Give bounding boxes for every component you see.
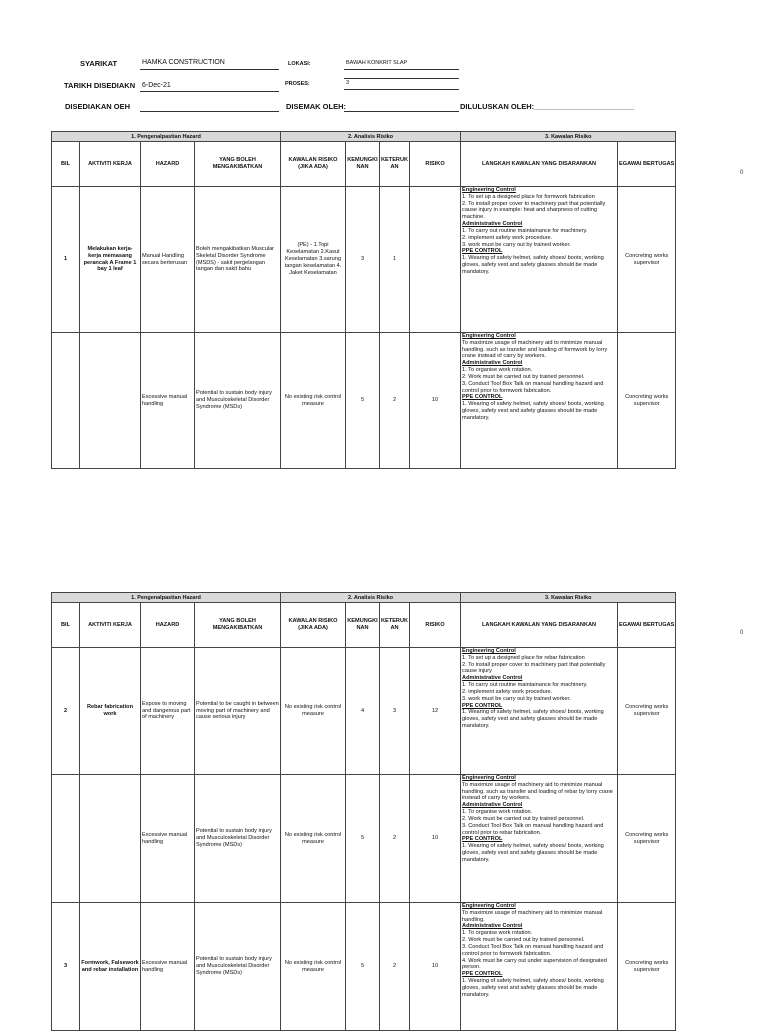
control-line: 2. implement safety work procedure. xyxy=(462,688,553,695)
side-mark-2: 0 xyxy=(740,630,744,636)
cell-risiko: 10 xyxy=(410,333,461,469)
cell-aktiviti xyxy=(80,775,141,903)
cell-hazard: Excessive manual handling xyxy=(141,903,195,1031)
cell-bil: 1 xyxy=(52,187,80,333)
cell-langkah-kawalan xyxy=(461,333,618,469)
cell-aktiviti xyxy=(80,333,141,469)
control-line: 3. work must be carry out by trained worker. xyxy=(462,695,571,702)
cell-kawalan: No existing risk control measure xyxy=(281,775,346,903)
control-heading: Engineering Control xyxy=(462,775,516,781)
section-hazard-identification: 1. Pengenalpastian Hazard xyxy=(52,593,281,603)
col-hazard: HAZARD xyxy=(141,142,195,187)
col-risiko: RISIKO xyxy=(410,142,461,187)
lokasi-value: BAWAH KONKRIT SLAP xyxy=(346,60,408,66)
table-row xyxy=(52,775,676,903)
control-heading: Administrative Control xyxy=(462,360,523,367)
tarikh-value: 6-Dec-21 xyxy=(142,82,171,89)
cell-keterukan: 2 xyxy=(380,775,410,903)
col-keterukan: KETERUK AN xyxy=(380,142,410,187)
cell-langkah-kawalan xyxy=(461,648,618,775)
cell-bil xyxy=(52,333,80,469)
col-keterukan: KETERUK AN xyxy=(380,603,410,648)
cell-pegawai: Concreting works supervisor xyxy=(618,187,676,333)
control-line: To maximize usage of machinery aid to minimize manual handling. such as transfer and loading of formwork by lorry crane instead of carry by workers. xyxy=(462,339,608,360)
control-line: 2. Work must be carried out by trained personnel. xyxy=(462,373,585,380)
control-line: 1. To organise work rotation. xyxy=(462,809,533,816)
table-row xyxy=(52,903,676,1031)
control-heading: Engineering Control xyxy=(462,187,516,193)
control-heading: Administrative Control xyxy=(462,802,523,809)
lokasi-underline-2 xyxy=(344,78,459,79)
table-row xyxy=(52,187,676,333)
cell-kemungkinan: 4 xyxy=(346,648,380,775)
control-line: 1. To set up a designed place for rebar fabrication xyxy=(462,654,585,661)
control-heading: PPE CONTROL xyxy=(462,702,503,709)
col-akibat: YANG BOLEH MENGAKIBATKAN xyxy=(195,142,281,187)
cell-bil: 2 xyxy=(52,648,80,775)
cell-risiko xyxy=(410,187,461,333)
cell-pegawai: Concreting works supervisor xyxy=(618,775,676,903)
cell-hazard: Manual Handling secara berterusan xyxy=(141,187,195,333)
lokasi-label: LOKASI: xyxy=(288,61,311,67)
control-heading: Administrative Control xyxy=(462,221,523,228)
control-heading: Engineering Control xyxy=(462,333,516,339)
diluluskan-label: DILULUSKAN OLEH:________________________ xyxy=(460,102,635,111)
cell-aktiviti: Rebar fabrication work xyxy=(80,648,141,775)
cell-keterukan: 2 xyxy=(380,333,410,469)
control-heading: Administrative Control xyxy=(462,675,523,682)
risk-table-1 xyxy=(51,131,676,469)
cell-kawalan: No existing risk control measure xyxy=(281,903,346,1031)
disediakan-underline xyxy=(140,111,279,112)
col-kemungkinan: KEMUNGKI NAN xyxy=(346,603,380,648)
control-line: To maximize usage of machinery aid to minimize manual handling. such as transfer and loading of rebar by lorry crane instead of carry by workers. xyxy=(462,781,613,802)
syarikat-value: HAMKA CONSTRUCTION xyxy=(142,59,225,66)
col-aktiviti: AKTIVITI KERJA xyxy=(80,603,141,648)
section-risk-control: 3. Kawalan Risiko xyxy=(461,593,676,603)
cell-aktiviti: Formwork, Falsework and rebar installation xyxy=(80,903,141,1031)
cell-keterukan: 3 xyxy=(380,648,410,775)
section-risk-analysis: 2. Analisis Risiko xyxy=(281,593,461,603)
control-line: 3. Conduct Tool Box Talk on manual handling hazard and control prior to formwork fabrication. xyxy=(462,943,604,957)
cell-langkah-kawalan xyxy=(461,775,618,903)
control-heading: PPE CONTROL xyxy=(462,394,503,401)
col-kawalan: KAWALAN RISIKO (JIKA ADA) xyxy=(281,142,346,187)
cell-akibat: Boleh mengakibatkan Muscular Skeletal Disorder Syndrome (MSDS) - sakit pergelangan tangan dan sakit bahu xyxy=(195,187,281,333)
side-mark-1: 0 xyxy=(740,170,744,176)
control-heading: Administrative Control xyxy=(462,923,523,930)
col-kawalan: KAWALAN RISIKO (JIKA ADA) xyxy=(281,603,346,648)
risk-table-2 xyxy=(51,592,676,1031)
cell-pegawai: Concreting works supervisor xyxy=(618,333,676,469)
control-line: 1. Wearing of safety helmet, safety shoes/ boots, working gloves, safety vest and safety glasses should be made mandatory. xyxy=(462,401,604,421)
cell-kemungkinan: 3 xyxy=(346,187,380,333)
control-line: 2. implement safety work procedure. xyxy=(462,234,553,241)
column-header-row xyxy=(52,603,676,648)
col-langkah: LANGKAH KAWALAN YANG DISARANKAN xyxy=(461,603,618,648)
tarikh-underline xyxy=(140,91,279,92)
control-line: 2. To install proper cover to machinery part that potentially cause injury in example: heat and sharpness of cutting machine. xyxy=(462,200,606,221)
control-line: 3. Conduct Tool Box Talk on manual handling hazard and control prior to formwork fabrication. xyxy=(462,380,604,394)
cell-kemungkinan: 5 xyxy=(346,333,380,469)
col-kemungkinan: KEMUNGKI NAN xyxy=(346,142,380,187)
col-langkah: LANGKAH KAWALAN YANG DISARANKAN xyxy=(461,142,618,187)
cell-akibat: Potential to sustain body injury and Musculoskeletal Disorder Syndrome (MSDs) xyxy=(195,903,281,1031)
table-row xyxy=(52,648,676,775)
syarikat-underline xyxy=(140,69,279,70)
section-risk-analysis: 2. Analisis Risiko xyxy=(281,132,461,142)
cell-pegawai: Concreting works supervisor xyxy=(618,903,676,1031)
section-hazard-identification: 1. Pengenalpastian Hazard xyxy=(52,132,281,142)
proses-label: PROSES: xyxy=(285,81,310,87)
cell-langkah-kawalan xyxy=(461,187,618,333)
col-aktiviti: AKTIVITI KERJA xyxy=(80,142,141,187)
cell-hazard: Excessive manual handling xyxy=(141,775,195,903)
control-heading: PPE CONTROL xyxy=(462,971,503,978)
control-line: 2. To install proper cover to machinery part that potentially cause injury xyxy=(462,661,606,675)
tarikh-label: TARIKH DISEDIAKN xyxy=(64,81,136,90)
cell-akibat: Potential to sustain body injury and Musculoskeletal Disorder Syndrome (MSDs) xyxy=(195,333,281,469)
cell-akibat: Potential to sustain body injury and Musculoskeletal Disorder Syndrome (MSDs) xyxy=(195,775,281,903)
proses-value: 3 xyxy=(346,80,350,86)
control-heading: Engineering Control xyxy=(462,903,516,909)
control-line: 1. To organise work rotation. xyxy=(462,930,533,937)
cell-kawalan: No existing risk control measure xyxy=(281,333,346,469)
disemak-underline xyxy=(344,111,459,112)
cell-hazard: Excessive manual handling xyxy=(141,333,195,469)
lokasi-underline xyxy=(344,69,459,70)
cell-kemungkinan: 5 xyxy=(346,775,380,903)
cell-risiko: 12 xyxy=(410,648,461,775)
cell-akibat: Potential to be caught in between moving part of machinery and cause serious injury xyxy=(195,648,281,775)
control-line: 1. To carry out routine maintainance for machinery. xyxy=(462,227,588,234)
cell-kawalan: (PE) - 1.Topi Keselamatan 2.Kasut Keselamatan 3.sarung tangan keselamatan 4. Jaket Keselamatan xyxy=(281,187,346,333)
cell-langkah-kawalan xyxy=(461,903,618,1031)
control-line: 1. To set up a designed place for formwork fabrication xyxy=(462,193,595,200)
section-header-row xyxy=(52,132,676,142)
control-heading: Engineering Control xyxy=(462,648,516,654)
control-line: 2. Work must be carried out by trained personnel. xyxy=(462,937,585,944)
cell-hazard: Expose to moving and dangerous part of machinery xyxy=(141,648,195,775)
control-line: 3. Conduct Tool Box Talk on manual handling hazard and control prior to rebar fabrication. xyxy=(462,822,604,836)
control-line: 1. Wearing of safety helmet, safety shoes/ boots, working gloves, safety vest and safety glasses should be made mandatory. xyxy=(462,977,604,998)
cell-aktiviti: Melakukan kerja-kerja memasang perancak A Frame 1 bay 1 leaf xyxy=(80,187,141,333)
control-heading: PPE CONTROL xyxy=(462,248,503,255)
cell-bil: 3 xyxy=(52,903,80,1031)
cell-risiko: 10 xyxy=(410,775,461,903)
disemak-label: DISEMAK OLEH: xyxy=(286,102,346,111)
col-hazard: HAZARD xyxy=(141,603,195,648)
col-risiko: RISIKO xyxy=(410,603,461,648)
col-bil: BIL xyxy=(52,142,80,187)
control-line: 1. Wearing of safety helmet, safety shoes/ boots, working gloves, safety vest and safety glasses should be made mandatory. xyxy=(462,255,604,275)
control-line: 1. To carry out routine maintainance for machinery. xyxy=(462,682,588,689)
control-line: 1. Wearing of safety helmet, safety shoes/ boots, working gloves, safety vest and safety glasses should be made mandatory. xyxy=(462,843,604,863)
table-row xyxy=(52,333,676,469)
control-line: 1. Wearing of safety helmet, safety shoes/ boots, working gloves, safety vest and safety glasses should be made mandatory. xyxy=(462,709,604,729)
cell-pegawai: Concreting works supervisor xyxy=(618,648,676,775)
cell-keterukan: 2 xyxy=(380,903,410,1031)
col-akibat: YANG BOLEH MENGAKIBATKAN xyxy=(195,603,281,648)
syarikat-label: SYARIKAT xyxy=(80,59,118,68)
cell-bil xyxy=(52,775,80,903)
col-pegawai: EGAWAI BERTUGAS xyxy=(618,603,676,648)
control-line: 4. Work must be carry out under supervision of designated person. xyxy=(462,957,607,971)
col-pegawai: EGAWAI BERTUGAS xyxy=(618,142,676,187)
cell-risiko: 10 xyxy=(410,903,461,1031)
proses-underline xyxy=(344,89,459,90)
cell-keterukan: 1 xyxy=(380,187,410,333)
section-risk-control: 3. Kawalan Risiko xyxy=(461,132,676,142)
control-line: To maximize usage of machinery aid to minimize manual handling. xyxy=(462,909,603,923)
column-header-row xyxy=(52,142,676,187)
disediakan-label: DISEDIAKAN OEH xyxy=(65,102,131,111)
control-line: 2. Work must be carried out by trained personnel. xyxy=(462,815,585,822)
section-header-row xyxy=(52,593,676,603)
control-line: 1. To organise work rotation. xyxy=(462,367,533,374)
control-heading: PPE CONTROL xyxy=(462,836,503,843)
cell-kawalan: No existing risk control measure xyxy=(281,648,346,775)
control-line: 3. work must be carry out by trained worker. xyxy=(462,241,571,248)
cell-kemungkinan: 5 xyxy=(346,903,380,1031)
col-bil: BIL xyxy=(52,603,80,648)
